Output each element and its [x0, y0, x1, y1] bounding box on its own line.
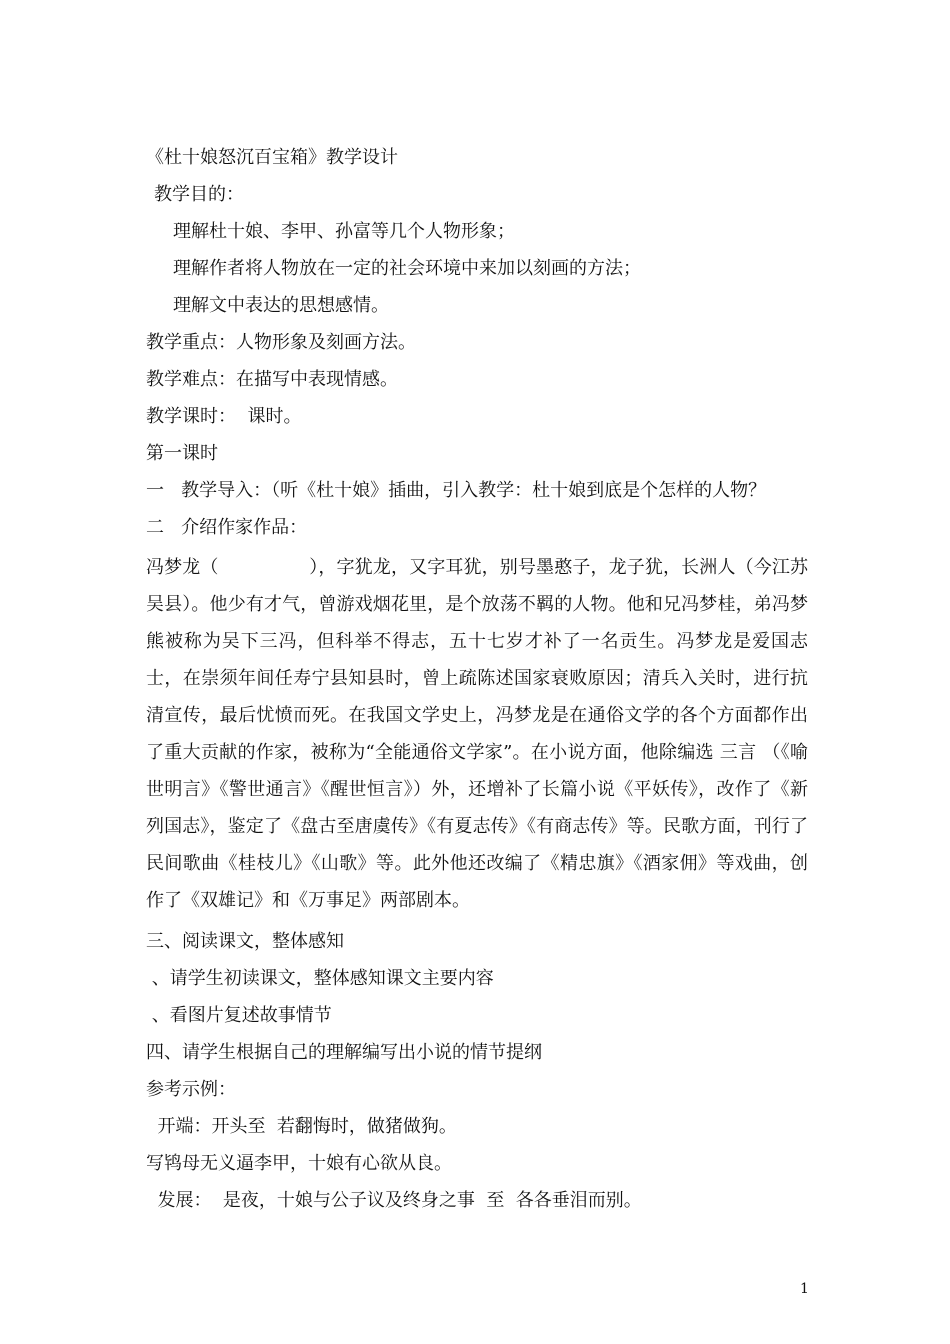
objective-item: 理解作者将人物放在一定的社会环境中来加以刻画的方法；	[173, 258, 641, 279]
first-lesson-heading: 第一课时	[146, 443, 218, 464]
class-hours: 教学课时： 课时。	[146, 406, 302, 427]
outline-item: 开端：开头至 若翻悔时，做猪做狗。	[146, 1116, 457, 1137]
section-list-item: 、请学生初读课文，整体感知课文主要内容	[146, 968, 494, 989]
section-heading: 四、请学生根据自己的理解编写出小说的情节提纲	[146, 1042, 542, 1063]
author-paragraph	[146, 549, 808, 919]
section-list-item: 、看图片复述故事情节	[146, 1005, 332, 1026]
difficulty: 教学难点：在描写中表现情感。	[146, 369, 398, 390]
outline-item: 写鸨母无义逼李甲，十娘有心欲从良。	[146, 1153, 452, 1174]
section-heading: 二 介绍作家作品：	[146, 517, 308, 538]
reference-label: 参考示例：	[146, 1079, 236, 1100]
section-heading: 三、阅读课文，整体感知	[146, 931, 344, 952]
author-paragraph-text: 冯梦龙（ ），字犹龙，又字耳犹，别号墨憨子，龙子犹，长洲人（今江苏吴县）。他少有才气，曾游戏烟花里，是个放荡不羁的人物。他和兄冯梦桂，弟冯梦熊被称为吴下三冯，但科举不得志，五十七岁才补了一名贡生。冯梦龙是爱国志士，在崇须年间任寿宁县知县时，曾上疏陈述国家衰败原因；清兵入关时，进行抗清宣传，最后忧愤而死。在我国文学史上，冯梦龙是在通俗文学的各个方面都作出了重大贡献的作家，被称为“全能通俗文学家”。在小说方面，他除编选 三言 （《喻世明言》《警世通言》《醒世恒言》）外，还增补了长篇小说《平妖传》，改作了《新列国志》，鉴定了《盘古至唐虞传》《有夏志传》《有商志传》等。民歌方面，刊行了民间歌曲《桂枝儿》《山歌》等。此外他还改编了《精忠旗》《酒家佣》等戏曲，创作了《双雄记》和《万事足》两部剧本。	[146, 557, 808, 911]
document-title: 《杜十娘怒沉百宝箱》教学设计	[146, 147, 398, 168]
objectives-heading: 教学目的：	[154, 184, 244, 205]
outline-item: 发展： 是夜，十娘与公子议及终身之事 至 各各垂泪而别。	[146, 1190, 642, 1211]
key-point: 教学重点：人物形象及刻画方法。	[146, 332, 416, 353]
objective-item: 理解杜十娘、李甲、孙富等几个人物形象；	[173, 221, 515, 242]
objective-item: 理解文中表达的思想感情。	[173, 295, 389, 316]
page-number: 1	[800, 1281, 809, 1297]
section-heading: 一 教学导入：（听《杜十娘》插曲，引入教学：杜十娘到底是个怎样的人物？	[146, 480, 767, 501]
